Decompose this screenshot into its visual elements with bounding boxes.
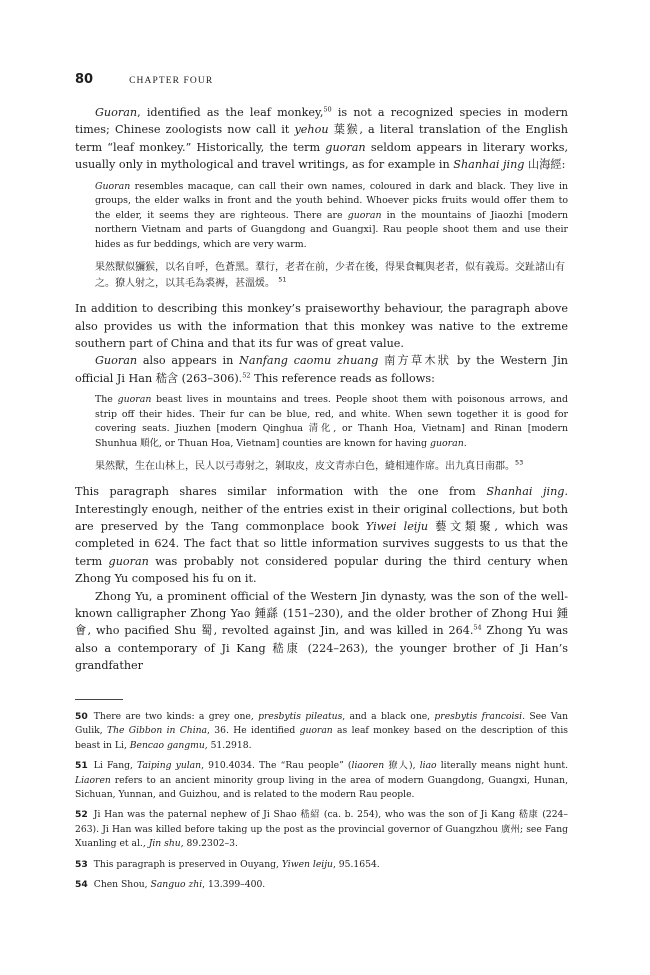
footnote-divider xyxy=(75,699,123,700)
footnote-number: 51 xyxy=(75,760,88,772)
footnotes xyxy=(75,710,568,898)
block-quote-translation-1: Guoran resembles macaque, can call their own names, coloured in dark and black. They live in groups, the elder walks in front and the youth behind. Whoever picks fruits would offer them to the elder, it seems they are righteous. There are guoran in the mountains of Jiaozhi [modern northern Vietnam and parts of Guangdong and Guangxi]. Rau people shoot them and use their hides as fur beddings, which are very warm. xyxy=(95,180,568,250)
footnote-ref-54[interactable]: 54 xyxy=(473,623,482,632)
footnote-ref-50[interactable]: 50 xyxy=(323,105,332,114)
block-quote-translation-2: The guoran beast lives in mountains and trees. People shoot them with poisonous arrows, and strip off their hides. Their fur can be blue, red, and white. When sewn together it is good for covering seats. Jiuzhen [modern Qinghua 清化, or Thanh Hoa, Vietnam] and Rinan [modern Shunhua 順化, or Thuan Hoa, Vietnam] counties are known for having guoran. xyxy=(95,394,568,449)
paragraph-behaviour: In addition to describing this monkey’s praiseworthy behaviour, the paragraph above also provides us with the information that this monkey was native to the extreme southern part of China and that its fur was of great value. xyxy=(75,302,568,350)
footnote-ref-53[interactable]: 53 xyxy=(515,458,524,467)
footnote-54: 54 Chen Shou, Sanguo zhi, 13.399–400. xyxy=(75,879,266,891)
footnote-ref-52[interactable]: 52 xyxy=(242,371,251,380)
page-number: 80 xyxy=(75,72,94,87)
footnote-51: 51 Li Fang, Taiping yulan, 910.4034. The “Rau people” (liaoren 獠人), liao literally means night hunt. Liaoren refers to an ancient minority group living in the area of modern Guangdong, Guangxi, Hunan, Sichuan, Yunnan, and Guizhou, and is related to the modern Rau people. xyxy=(75,760,569,801)
footnote-ref-51[interactable]: 51 xyxy=(278,275,287,284)
chinese-quote-1: 果然獸似獼猴，以名自呼，色蒼黑。羣行，老者在前，少者在後，得果食輒與老者，似有義焉。交趾諸山有之。獠人射之，以其毛為裘褥，甚溫煖。 $^{51}$ xyxy=(95,262,565,290)
paragraph-nanfang: Guoran also appears in Nanfang caomu zhuang 南方草木狀 by the Western Jin official Ji Han 嵇含 (263–306).$^{52}$ This reference reads as follows: xyxy=(75,354,568,385)
footnote-50: 50 There are two kinds: a grey one, presbytis pileatus, and a black one, presbytis francoisi. See Van Gulik, The Gibbon in China, 36. He identified guoran as leaf monkey based on the description of this beast in Li, Bencao gangmu, 51.2918. xyxy=(75,711,569,751)
footnote-number: 53 xyxy=(75,858,88,870)
paragraph-shared-info: This paragraph shares similar information with the one from Shanhai jing. Interestingly enough, neither of the entries exist in their original collections, but both are preserved by the Tang commonplace book Yiwei leiju 藝文類聚, which was completed in 624. The fact that so little information survives suggests to us that the term guoran was probably not considered popular during the third century when Zhong Yu composed his fu on it. xyxy=(75,485,569,586)
chinese-quote-2: 果然獸，生在山林上，民人以弓毒射之，剝取皮，皮文青赤白色，縫相連作席。出九真日南郡。$^{53}$ xyxy=(95,458,524,473)
footnote-number: 54 xyxy=(75,879,88,891)
footnote-52: 52 Ji Han was the paternal nephew of Ji Shao 嵇紹 (ca. b. 254), who was the son of Ji Kang 嵇康 (224–263). Ji Han was killed before taking up the post as the provincial governor of Guangzhou 廣州; see Fang Xuanling et al., Jin shu, 89.2302–3. xyxy=(75,809,568,850)
footnote-number: 50 xyxy=(75,711,88,722)
running-head xyxy=(75,72,213,90)
paragraph-zhong-yu: Zhong Yu, a prominent official of the Western Jin dynasty, was the son of the well-known calligrapher Zhong Yao 鍾繇 (151–230), and the older brother of Zhong Hui 鍾會, who pacified Shu 蜀, revolted against Jin, and was killed in 264.54 Zhong Yu was also a contemporary of Ji Kang 嵇康 (224–263), the younger brother of Ji Han’s grandfather xyxy=(75,589,568,673)
footnote-53: 53 This paragraph is preserved in Ouyang, Yiwen leiju, 95.1654. xyxy=(75,858,380,870)
main-text xyxy=(75,104,568,675)
chapter-label: CHAPTER FOUR xyxy=(129,76,214,86)
footnote-number: 52 xyxy=(75,809,88,821)
paragraph-guoran-intro: Guoran, identified as the leaf monkey,$^{50}$ is not a recognized species in modern times; Chinese zoologists now call it yehou 葉猴, a literal translation of the English term “leaf monkey.” Historically, the term guoran seldom appears in literary works, usually only in mythological and travel writings, as for example in Shanhai jing 山海經: xyxy=(75,105,568,172)
